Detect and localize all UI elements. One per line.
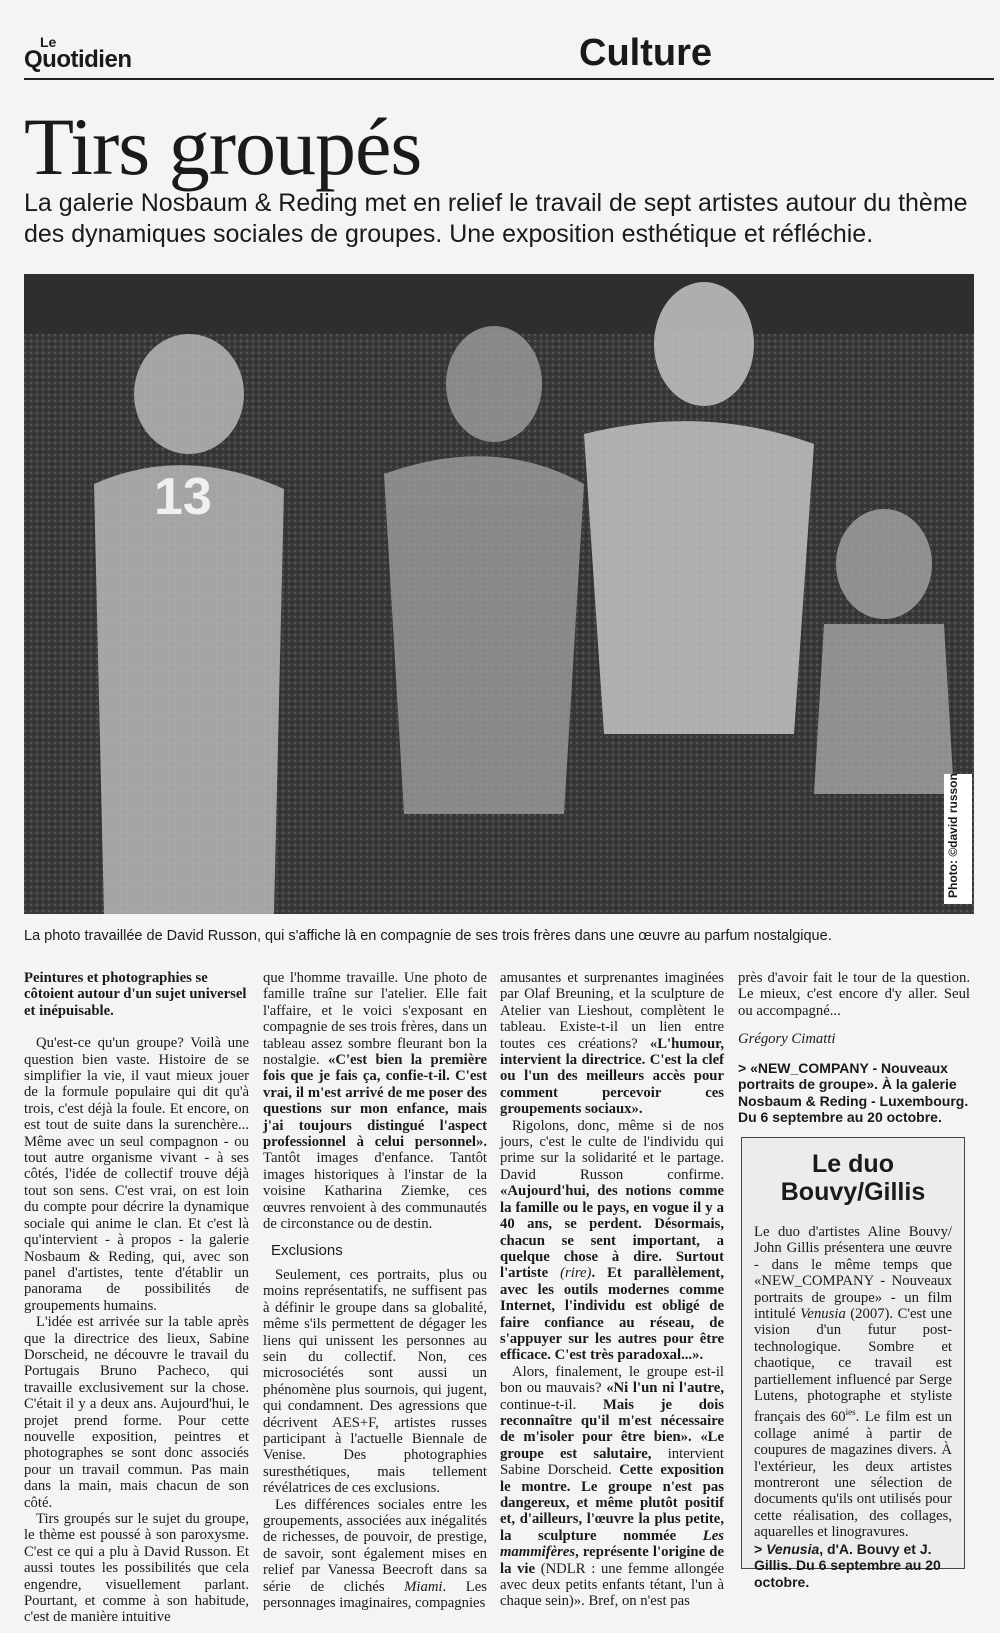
article-paragraph: que l'homme travaille. Une photo de famille traîne sur l'atelier. Elle fait l'affaire, et le voici s'exposant en compagnie de ses trois frères, dans un tableau assez sombre fleurant bon la nostalgie. «C'est bien la première fois que je fais ça, confie-t-il. C'est vrai, il m'est arrivé de me poser des questions sur mon enfance, mais j'ai toujours distingué l'aspect professionnel à celui personnel». Tantôt images d'enfance. Tantôt images historiques à l'instar de la voisine Katharina Ziemke, ces œuvres renvoient à des communautés de circonstance ou de destin.	[263, 970, 487, 1233]
logo-le: Le	[40, 34, 57, 50]
sidebar-info: > Venusia, d'A. Bouvy et J. Gillis. Du 6 septembre au 20 octobre.	[754, 1540, 941, 1590]
article-photo	[24, 274, 974, 914]
article-column-3	[500, 970, 724, 1610]
article-paragraph: L'idée est arrivée sur la table après que la directrice des lieux, Sabine Dorscheid, ne découvre le travail du Portugais Bruno Pacheco, qui travaille exclusivement sur la chose. C'était il y a deux ans. Aujourd'hui, le projet prend forme. Pour cette nouvelle exposition, peintres et photographes se sont donc associés pour un travail commun. Pas main dans la main, mais chacun de son côté.	[24, 1314, 249, 1511]
logo-quotidien: Quotidien	[24, 46, 132, 73]
article-column-1	[24, 970, 249, 1626]
article-paragraph: Rigolons, donc, même si de nos jours, c'est le culte de l'individu qui prime sur la solidarité et le partage. David Russon confirme. «Aujourd'hui, des notions comme la famille ou le pays, en vogue il y a 40 ans, se perdent. Désormais, chacun se sent important, a quelque chose à dire. Surtout l'artiste (rire). Et parallèlement, avec les outils modernes comme Internet, l'individu est obligé de faire confiance au réseau, de s'appuyer sur les autres pour être efficace. C'est très paradoxal...».	[500, 1117, 724, 1364]
sidebar-title: Le duo Bouvy/Gillis	[780, 1150, 926, 1206]
exhibition-info: > «NEW_COMPANY - Nouveaux portraits de groupe». À la galerie Nosbaum & Reding - Luxembourg. Du 6 septembre au 20 octobre.	[738, 1059, 969, 1126]
article-subhead: Exclusions	[271, 1241, 343, 1259]
article-lede: La galerie Nosbaum & Reding met en relief le travail de sept artistes autour du thème des dynamiques sociales de groupes. Une exposition esthétique et réfléchie.	[24, 189, 968, 248]
photo-jersey-number: 13	[154, 468, 212, 526]
article-kicker: Peintures et photographies se côtoient autour d'un sujet universel et inépuisable.	[24, 970, 247, 1019]
photo-caption: La photo travaillée de David Russon, qui s'affiche là en compagnie de ses trois frères dans une œuvre au parfum nostalgique.	[24, 928, 832, 944]
article-paragraph: Qu'est-ce qu'un groupe? Voilà une question bien vaste. Histoire de se simplifier la vie, il vaut mieux jouer de la formule populaire qui dit qu'à trois, c'est déjà la foule. Et encore, on est tout de suite dans la surenchère... Même avec un seul compagnon - ou tout autre organisme vivant - à ses côtés, l'idée de collectif trouve déjà tout son sens. C'est vrai, on est loin du compte pour décrire la dynamique sociale qui anime le clan. Et c'est là qu'intervient - à propos - la galerie Nosbaum & Reding, qui, avec son panel d'artistes, tente d'établir un panorama de possibilités de groupements humains.	[24, 1035, 249, 1314]
article-signature: Grégory Cimatti	[738, 1031, 836, 1048]
article-column-4	[738, 970, 970, 1126]
sidebar-body	[754, 1224, 952, 1590]
masthead	[24, 30, 994, 80]
article-paragraph: Tirs groupés sur le sujet du groupe, le thème est poussé à son paroxysme. C'est ce qui a plu à David Russon. Et aussi toutes les possibilités que cela engendre, visuellement parlant. Pourtant, et comme à son habitude, c'est de manière intuitive	[24, 1511, 249, 1626]
article-paragraph: Seulement, ces portraits, plus ou moins représentatifs, ne suffisent pas à définir le groupe dans sa globalité, même s'ils permettent de dégager les liens qui unissent les personnes au sein du collectif. Non, ces microsociétés sont aussi un phénomène plus sournois, qui jugent, qui condamnent. Des agressions que décrivent AES+F, artistes russes participant à l'actuelle Biennale de Venise. Des photographies suresthétiques, mais tellement révélatrices de ces exclusions.	[263, 1266, 487, 1497]
article-paragraph: près d'avoir fait le tour de la question. Le mieux, c'est encore d'y aller. Seul ou accompagné...	[738, 970, 970, 1019]
article-column-2	[263, 970, 487, 1611]
article-paragraph: Alors, finalement, le groupe est-il bon ou mauvais? «Ni l'un ni l'autre, continue-t-il. Mais je dois reconnaître qu'il m'est nécessaire de m'isoler pour être bien». «Le groupe est salutaire, intervient Sabine Dorscheid. Cette exposition le montre. Le groupe n'est pas dangereux, et même plutôt positif et, d'ailleurs, l'œuvre la plus petite, la sculpture nommée Les mammifères, représente l'origine de la vie (NDLR : une femme allongée avec deux petits enfants tétant, l'un à chaque sein)». Bref, on n'est pas	[500, 1363, 725, 1610]
section-title: Culture	[579, 32, 712, 74]
sidebar-box	[741, 1137, 965, 1590]
photo-illustration	[24, 274, 974, 914]
photo-credit: Photo: ©david russon	[944, 774, 972, 904]
article-headline: Tirs groupés	[24, 101, 422, 192]
article-paragraph: amusantes et surprenantes imaginées par Olaf Breuning, et la sculpture de Atelier van Lieshout, complètent le tableau. Existe-t-il un lien entre toutes ces créations? «L'humour, intervient la directrice. C'est la clef ou l'un des meilleurs accès pour comment percevoir ces groupements sociaux».	[500, 970, 724, 1118]
article-paragraph: Les différences sociales entre les groupements, associées aux inégalités de richesses, de pouvoir, de prestige, de savoir, sont également mises en relief par Vanessa Beecroft dans sa série de clichés Miami. Les personnages imaginaires, compagnies	[263, 1496, 487, 1612]
sidebar-paragraph: Le duo d'artistes Aline Bouvy/ John Gillis présentera une œuvre - dans le même temps que «NEW_COMPANY - Nouveaux portraits de groupe» - un film intitulé Venusia (2007). C'est une vision d'un futur post-technologique. Sombre et chaotique, ce travail est partiellement influencé par Serge Lutens, photographe et styliste français des $60^{ies}$. Le film est un collage animé à partir de coupures de magazines divers. À l'extérieur, les deux artistes montreront une sélection de documents qu'ils ont utilisés pour cette réalisation, des collages, aquarelles et linogravures.	[754, 1224, 952, 1541]
